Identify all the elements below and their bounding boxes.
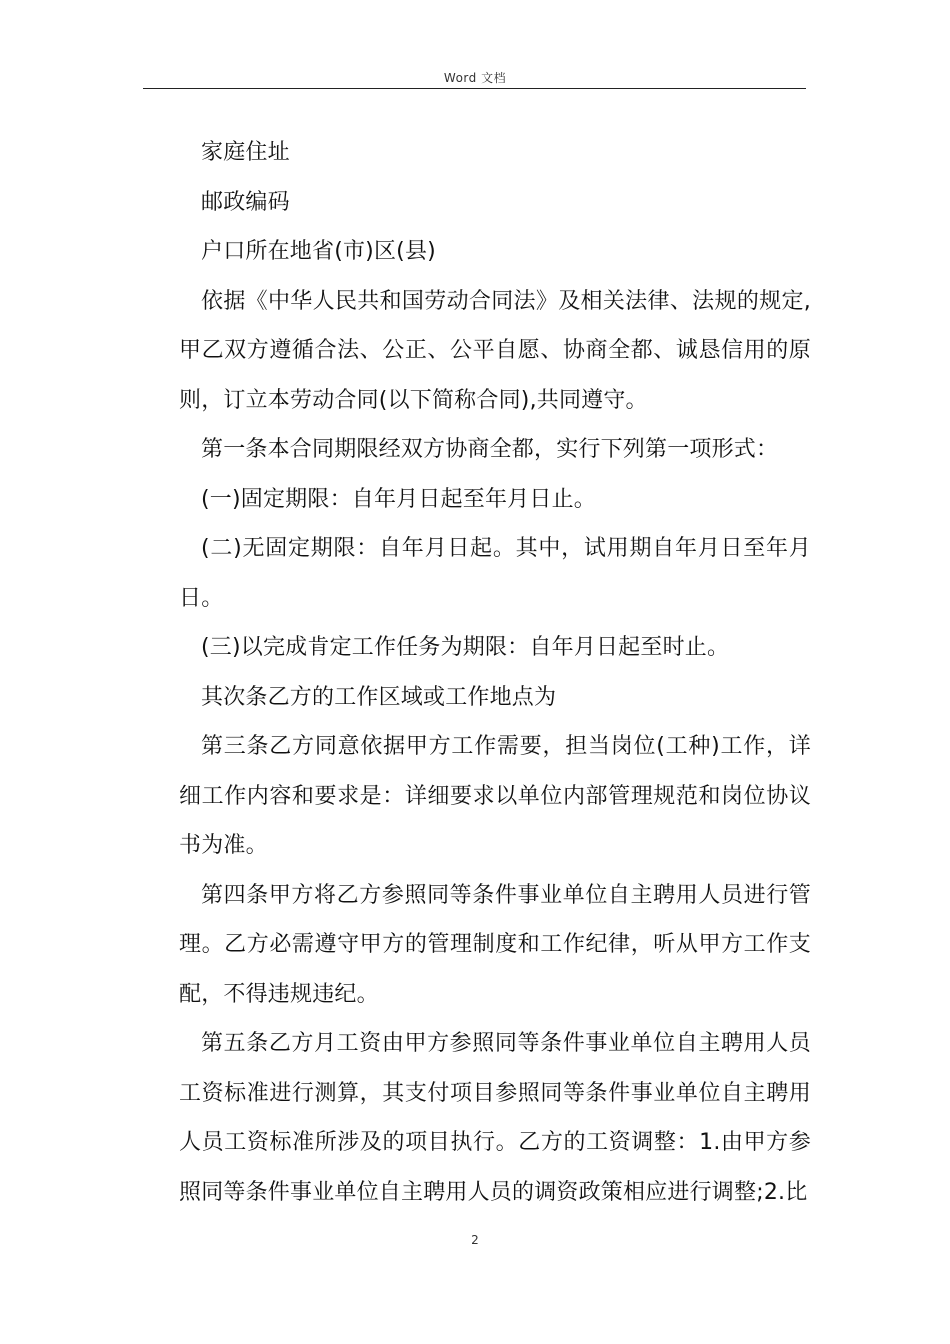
paragraph-preamble: 依据《中华人民共和国劳动合同法》及相关法律、法规的规定,甲乙双方遵循合法、公正、公平自愿、协商全都、诚恳信用的原则，订立本劳动合同(以下简称合同),共同遵守。: [179, 288, 811, 413]
paragraph-article-1-item-1: (一)固定期限：自年月日起至年月日止。: [201, 486, 596, 512]
page-header: Word 文档: [443, 71, 507, 85]
paragraph-article-1-item-2: (二)无固定期限：自年月日起。其中，试用期自年月日至年月日。: [179, 536, 811, 611]
paragraph-home-address: 家庭住址: [201, 140, 290, 165]
header-divider: [143, 88, 806, 89]
paragraph-article-1: 第一条本合同期限经双方协商全都，实行下列第一项形式：: [201, 437, 779, 462]
paragraph-postal-code: 邮政编码: [201, 189, 290, 215]
paragraph-article-5: 第五条乙方月工资由甲方参照同等条件事业单位自主聘用人员工资标准进行测算，其支付项目参照同等条件事业单位自主聘用人员工资标准所涉及的项目执行。乙方的工资调整：1.由甲方参照同等条件事业单位自主聘用人员的调资政策相应进行调整;2.比: [179, 1031, 811, 1205]
paragraph-article-2: 其次条乙方的工作区域或工作地点为: [201, 684, 557, 710]
paragraph-article-3: 第三条乙方同意依据甲方工作需要，担当岗位(工种)工作，详细工作内容和要求是：详细要求以单位内部管理规范和岗位协议书为准。: [179, 734, 811, 858]
document-body: [179, 128, 811, 1217]
paragraph-article-1-item-3: (三)以完成肯定工作任务为期限：自年月日起至时止。: [201, 635, 730, 660]
paragraph-household-registration: 户口所在地省(市)区(县): [201, 239, 436, 264]
page-number: 2: [471, 1233, 479, 1247]
paragraph-article-4: 第四条甲方将乙方参照同等条件事业单位自主聘用人员进行管理。乙方必需遵守甲方的管理制度和工作纪律，听从甲方工作支配，不得违规违纪。: [179, 882, 811, 1007]
